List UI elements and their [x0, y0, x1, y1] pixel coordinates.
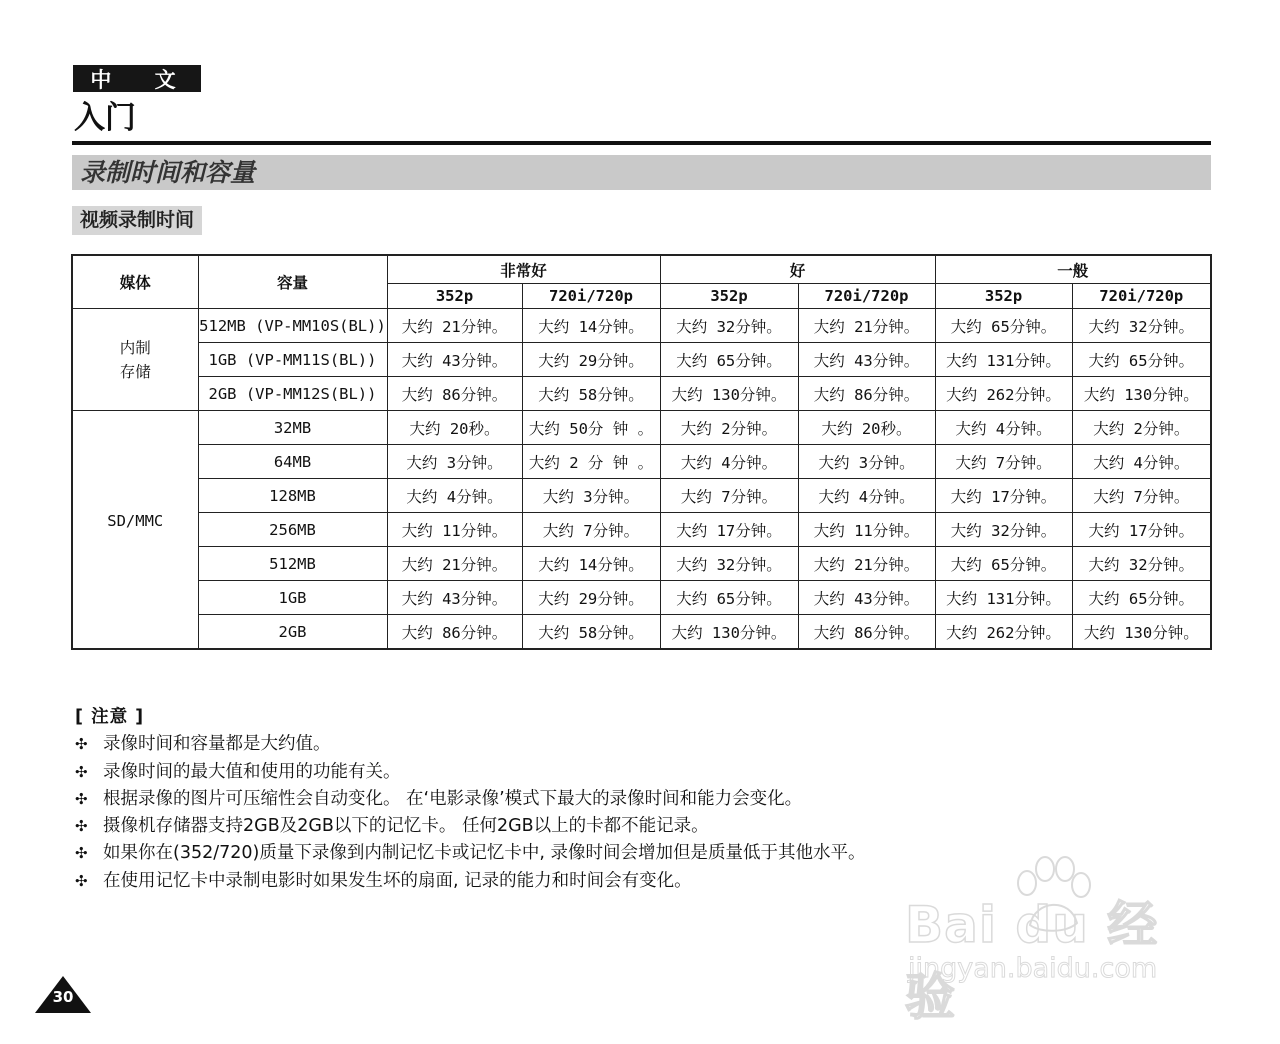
time-cell: 大约 43分钟。: [798, 581, 935, 615]
time-cell: 大约 65分钟。: [1072, 581, 1211, 615]
time-cell: 大约 65分钟。: [935, 547, 1072, 581]
time-cell: 大约 130分钟。: [660, 615, 798, 650]
time-cell: 大约 130分钟。: [660, 377, 798, 411]
note-item: [75, 786, 865, 813]
media-sd-mmc: SD/MMC: [72, 411, 198, 650]
language-tag: 中 文: [73, 65, 201, 92]
capacity-cell: 256MB: [198, 513, 387, 547]
bullet-icon: ✣: [75, 789, 88, 808]
time-cell: 大约 21分钟。: [798, 309, 935, 343]
time-cell: 大约 131分钟。: [935, 581, 1072, 615]
time-cell: 大约 43分钟。: [387, 343, 522, 377]
header-resolution: 720i/720p: [522, 284, 660, 309]
time-cell: 大约 32分钟。: [1072, 309, 1211, 343]
time-cell: 大约 86分钟。: [798, 615, 935, 650]
time-cell: 大约 58分钟。: [522, 615, 660, 650]
time-cell: 大约 3分钟。: [387, 445, 522, 479]
header-resolution: 720i/720p: [1072, 284, 1211, 309]
note-item: [75, 868, 865, 895]
note-text: 录像时间的最大值和使用的功能有关。: [103, 761, 401, 782]
time-cell: 大约 130分钟。: [1072, 615, 1211, 650]
header-group: 非常好: [387, 255, 660, 284]
table-row: [72, 445, 1211, 479]
bullet-icon: ✣: [75, 871, 88, 890]
time-cell: 大约 86分钟。: [387, 615, 522, 650]
watermark-brand: Bai du 经验: [905, 896, 1159, 1026]
time-cell: 大约 131分钟。: [935, 343, 1072, 377]
header-rule: [72, 141, 1211, 145]
time-cell: 大约 50分 钟 。: [522, 411, 660, 445]
time-cell: 大约 2分钟。: [660, 411, 798, 445]
capacity-cell: 1GB (VP-MM11S(BL)): [198, 343, 387, 377]
time-cell: 大约 17分钟。: [660, 513, 798, 547]
time-cell: 大约 3分钟。: [798, 445, 935, 479]
table-row: [72, 343, 1211, 377]
time-cell: 大约 4分钟。: [660, 445, 798, 479]
bullet-icon: ✣: [75, 735, 88, 754]
table-row: [72, 615, 1211, 650]
recording-time-table: [71, 254, 1212, 650]
note-text: 录像时间和容量都是大约值。: [103, 734, 331, 755]
section-bar: [72, 155, 1211, 190]
header-group: 一般: [935, 255, 1211, 284]
time-cell: 大约 4分钟。: [935, 411, 1072, 445]
table-row: [72, 479, 1211, 513]
time-cell: 大约 29分钟。: [522, 581, 660, 615]
note-item: [75, 731, 865, 758]
time-cell: 大约 262分钟。: [935, 615, 1072, 650]
notes-section: [75, 704, 865, 895]
notes-title: [ 注意 ]: [75, 707, 145, 727]
time-cell: 大约 21分钟。: [387, 309, 522, 343]
time-cell: 大约 14分钟。: [522, 309, 660, 343]
capacity-cell: 2GB (VP-MM12S(BL)): [198, 377, 387, 411]
time-cell: 大约 43分钟。: [798, 343, 935, 377]
time-cell: 大约 65分钟。: [660, 343, 798, 377]
time-cell: 大约 20秒。: [387, 411, 522, 445]
header-resolution: 352p: [660, 284, 798, 309]
time-cell: 大约 262分钟。: [935, 377, 1072, 411]
time-cell: 大约 4分钟。: [798, 479, 935, 513]
time-cell: 大约 2分钟。: [1072, 411, 1211, 445]
note-text: 如果你在(352/720)质量下录像到内制记忆卡或记忆卡中, 录像时间会增加但是质量低于其他水平。: [103, 843, 866, 864]
header-media: 媒体: [72, 255, 198, 309]
time-cell: 大约 3分钟。: [522, 479, 660, 513]
note-text: 根据录像的图片可压缩性会自动变化。 在‘电影录像’模式下最大的录像时间和能力会变化。: [103, 788, 803, 809]
bullet-icon: ✣: [75, 844, 88, 863]
table-row: [72, 309, 1211, 343]
time-cell: 大约 32分钟。: [935, 513, 1072, 547]
time-cell: 大约 32分钟。: [660, 547, 798, 581]
page-title: 入门: [74, 100, 136, 136]
time-cell: 大约 58分钟。: [522, 377, 660, 411]
time-cell: 大约 7分钟。: [522, 513, 660, 547]
note-text: 在使用记忆卡中录制电影时如果发生坏的扇面, 记录的能力和时间会有变化。: [103, 870, 692, 891]
table-row: [72, 513, 1211, 547]
baidu-watermark: [905, 855, 1205, 1026]
time-cell: 大约 21分钟。: [798, 547, 935, 581]
time-cell: 大约 7分钟。: [1072, 479, 1211, 513]
time-cell: 大约 4分钟。: [387, 479, 522, 513]
capacity-cell: 512MB (VP-MM10S(BL)): [198, 309, 387, 343]
time-cell: 大约 11分钟。: [798, 513, 935, 547]
header-resolution: 352p: [935, 284, 1072, 309]
capacity-cell: 1GB: [198, 581, 387, 615]
time-cell: 大约 17分钟。: [935, 479, 1072, 513]
table-row: [72, 547, 1211, 581]
time-cell: 大约 32分钟。: [1072, 547, 1211, 581]
time-cell: 大约 21分钟。: [387, 547, 522, 581]
time-cell: 大约 29分钟。: [522, 343, 660, 377]
capacity-cell: 128MB: [198, 479, 387, 513]
header-capacity: 容量: [198, 255, 387, 309]
table-row: [72, 377, 1211, 411]
capacity-cell: 2GB: [198, 615, 387, 650]
time-cell: 大约 32分钟。: [660, 309, 798, 343]
time-cell: 大约 65分钟。: [935, 309, 1072, 343]
time-cell: 大约 86分钟。: [387, 377, 522, 411]
header-resolution: 720i/720p: [798, 284, 935, 309]
note-item: [75, 840, 865, 867]
table-row: [72, 411, 1211, 445]
time-cell: 大约 11分钟。: [387, 513, 522, 547]
note-item: [75, 813, 865, 840]
note-text: 摄像机存储器支持2GB及2GB以下的记忆卡。 任何2GB以上的卡都不能记录。: [103, 816, 709, 837]
capacity-cell: 64MB: [198, 445, 387, 479]
media-internal-storage: 内制 存储: [72, 309, 198, 411]
time-cell: 大约 65分钟。: [660, 581, 798, 615]
page-number: 30: [52, 988, 74, 1006]
time-cell: 大约 43分钟。: [387, 581, 522, 615]
time-cell: 大约 7分钟。: [660, 479, 798, 513]
time-cell: 大约 14分钟。: [522, 547, 660, 581]
header-group: 好: [660, 255, 935, 284]
watermark-url: jingyan.baidu.com: [908, 953, 1158, 984]
time-cell: 大约 4分钟。: [1072, 445, 1211, 479]
header-resolution: 352p: [387, 284, 522, 309]
time-cell: 大约 65分钟。: [1072, 343, 1211, 377]
capacity-cell: 512MB: [198, 547, 387, 581]
capacity-cell: 32MB: [198, 411, 387, 445]
time-cell: 大约 130分钟。: [1072, 377, 1211, 411]
bullet-icon: ✣: [75, 817, 88, 836]
subsection-title: 视频录制时间: [72, 206, 202, 235]
note-item: [75, 759, 865, 786]
time-cell: 大约 20秒。: [798, 411, 935, 445]
section-title: 录制时间和容量: [80, 158, 256, 187]
table-row: [72, 581, 1211, 615]
time-cell: 大约 7分钟。: [935, 445, 1072, 479]
time-cell: 大约 17分钟。: [1072, 513, 1211, 547]
time-cell: 大约 2 分 钟 。: [522, 445, 660, 479]
time-cell: 大约 86分钟。: [798, 377, 935, 411]
bullet-icon: ✣: [75, 762, 88, 781]
